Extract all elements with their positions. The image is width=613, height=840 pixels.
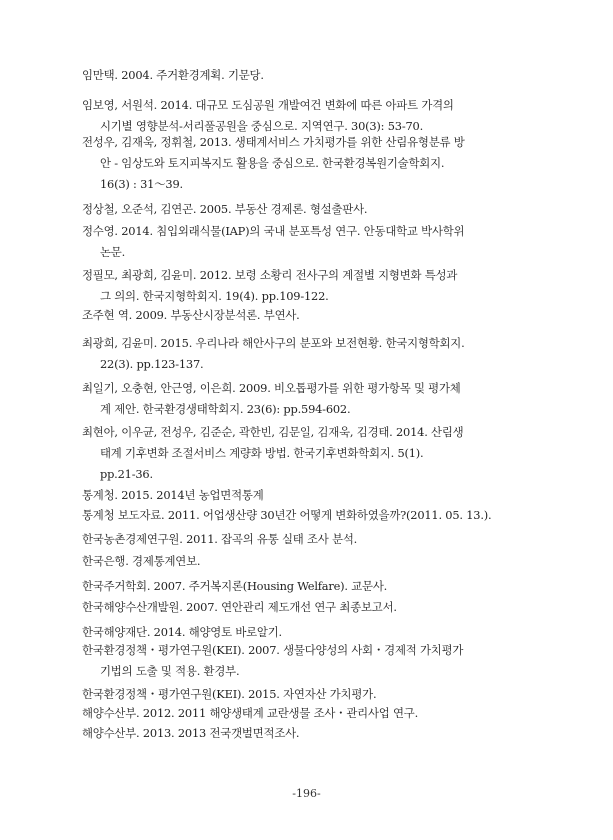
- reference-line: 통계청. 2015. 2014년 농업면적통계: [82, 488, 264, 502]
- reference-entry: [82, 529, 536, 550]
- reference-line: 그 의의. 한국지형학회지. 19(4). pp.109-122.: [100, 289, 329, 303]
- reference-line: 임만택. 2004. 주거환경계획. 기문당.: [82, 68, 264, 82]
- reference-line: 계 제안. 한국환경생태학회지. 23(6): pp.594-602.: [100, 402, 351, 416]
- reference-line: 정필모, 최광희, 김윤미. 2012. 보령 소황리 전사구의 계절별 지형변화 특성과: [82, 268, 458, 282]
- reference-entry: [82, 132, 536, 195]
- reference-line: 최현아, 이우균, 전성우, 김준순, 곽한빈, 김문일, 김재욱, 김경태. 2014. 산림생: [82, 425, 464, 439]
- reference-line: 전성우, 김재욱, 정휘철, 2013. 생태계서비스 가치평가를 위한 산림유형분류 방: [82, 135, 465, 149]
- reference-line: 22(3). pp.123-137.: [100, 357, 204, 371]
- reference-entry: [82, 597, 536, 618]
- reference-entry: [82, 199, 536, 220]
- reference-entry: [82, 265, 536, 307]
- reference-entry: [82, 305, 536, 326]
- reference-entry: [82, 485, 536, 506]
- reference-entry: [82, 95, 536, 137]
- reference-line: 한국농촌경제연구원. 2011. 잡곡의 유통 실태 조사 분석.: [82, 532, 358, 546]
- reference-line: pp.21-36.: [100, 467, 153, 481]
- reference-entry: [82, 684, 536, 705]
- reference-line: 해양수산부. 2012. 2011 해양생태계 교란생물 조사・관리사업 연구.: [82, 706, 419, 720]
- reference-line: 한국환경정책・평가연구원(KEI). 2015. 자연자산 가치평가.: [82, 687, 377, 701]
- reference-entry: [82, 723, 536, 744]
- reference-line: 정상철, 오준석, 김연곤. 2005. 부동산 경제론. 형설출판사.: [82, 202, 368, 216]
- reference-entry: [82, 576, 536, 597]
- reference-line: 해양수산부. 2013. 2013 전국갯벌면적조사.: [82, 726, 300, 740]
- reference-line: 정수영. 2014. 침입외래식물(IAP)의 국내 분포특성 연구. 안동대학교 박사학위: [82, 224, 465, 238]
- reference-line: 최일기, 오충현, 안근영, 이은희. 2009. 비오톱평가를 위한 평가항목 및 평가체: [82, 381, 461, 395]
- reference-entry: [82, 703, 536, 724]
- reference-line: 한국해양재단. 2014. 해양영토 바로알기.: [82, 625, 282, 639]
- reference-entry: [82, 640, 536, 682]
- reference-entry: [82, 551, 536, 572]
- reference-entry: [82, 65, 536, 86]
- reference-line: 한국환경정책・평가연구원(KEI). 2007. 생물다양성의 사회・경제적 가치평가: [82, 643, 464, 657]
- reference-line: 한국주거학회. 2007. 주거복지론(Housing Welfare). 교문사.: [82, 579, 388, 593]
- reference-line: 시기별 영향분석-서리풀공원을 중심으로. 지역연구. 30(3): 53-70.: [100, 119, 423, 133]
- reference-entry: [82, 505, 536, 526]
- reference-entry: [82, 333, 536, 375]
- reference-line: 조주현 역. 2009. 부동산시장분석론. 부연사.: [82, 308, 300, 322]
- reference-line: 임보영, 서원석. 2014. 대규모 도심공원 개발여건 변화에 따른 아파트 가격의: [82, 98, 454, 112]
- reference-line: 한국은행. 경제통계연보.: [82, 554, 201, 568]
- reference-entry: [82, 422, 536, 485]
- reference-line: 논문.: [100, 245, 126, 259]
- reference-line: 태계 기후변화 조절서비스 계량화 방법. 한국기후변화학회지. 5(1).: [100, 446, 424, 460]
- reference-line: 16(3) : 31～39.: [100, 177, 183, 191]
- reference-line: 기법의 도출 및 적용. 환경부.: [100, 664, 240, 678]
- reference-line: 안 - 임상도와 토지피복지도 활용을 중심으로. 한국환경복원기술학회지.: [100, 156, 445, 170]
- reference-line: 최광희, 김윤미. 2015. 우리나라 해안사구의 분포와 보전현황. 한국지형학회지.: [82, 336, 465, 350]
- reference-entry: [82, 221, 536, 263]
- reference-entry: [82, 378, 536, 420]
- reference-line: 통계청 보도자료. 2011. 어업생산량 30년간 어떻게 변화하였을까?(2011. 05. 13.).: [82, 508, 492, 522]
- reference-line: 한국해양수산개발원. 2007. 연안관리 제도개선 연구 최종보고서.: [82, 600, 397, 614]
- page-number: -196-: [292, 787, 321, 800]
